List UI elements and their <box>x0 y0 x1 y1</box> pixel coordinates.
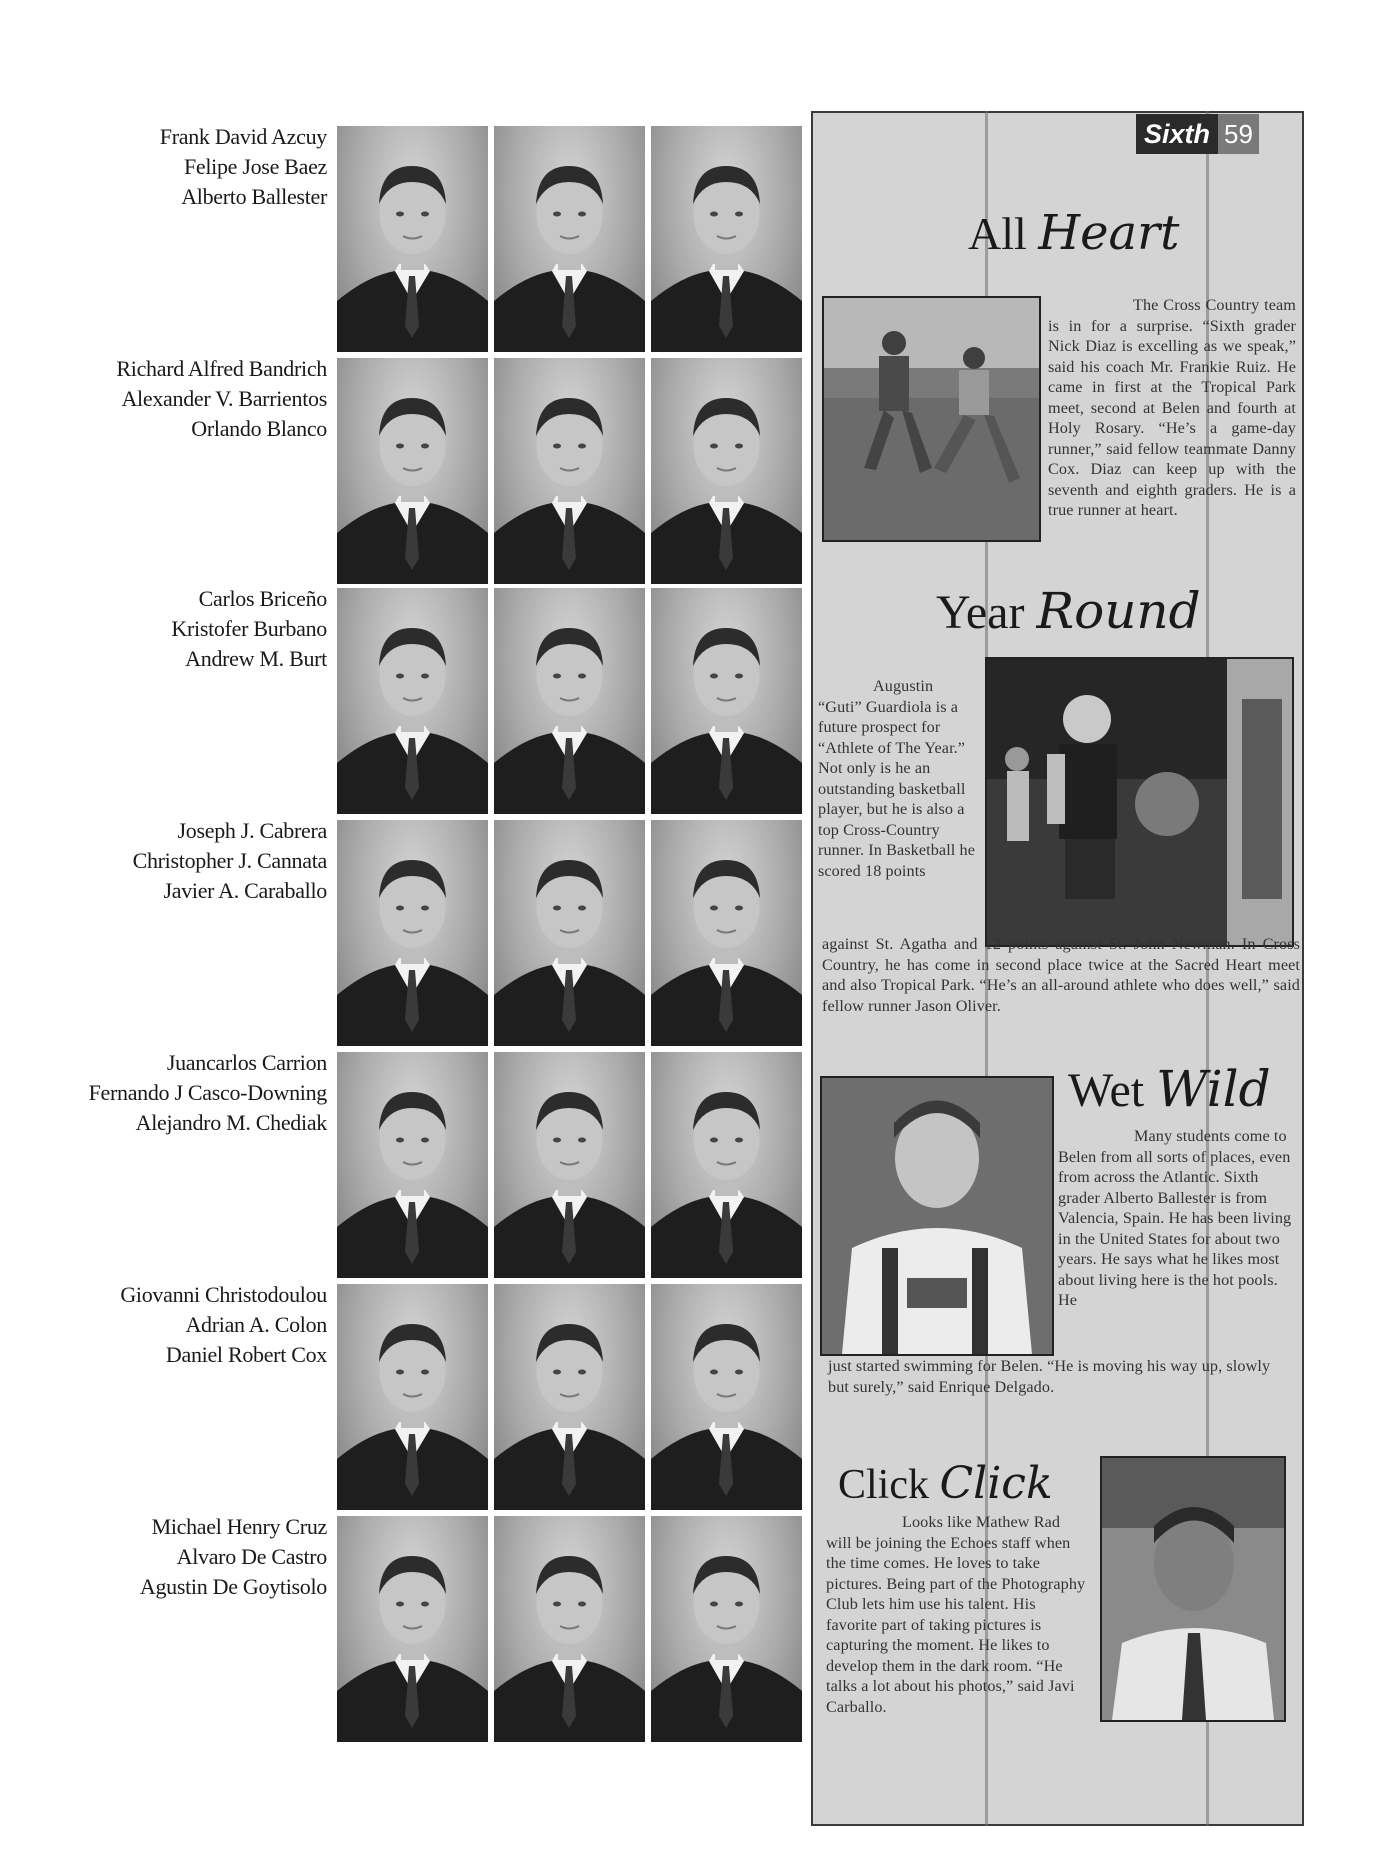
student-portrait <box>651 1052 802 1278</box>
student-portrait <box>337 358 488 584</box>
headline-plain: Wet <box>1068 1064 1145 1117</box>
headline-plain: All <box>968 208 1027 259</box>
basketball-photo <box>985 657 1294 947</box>
student-portrait <box>337 1284 488 1510</box>
click-click-headline <box>838 1458 1053 1509</box>
student-portrait <box>494 820 645 1046</box>
year-round-body-full: against St. Agatha and 12 points against St. John Newman. In Cross Country, he has come in second place twice at the Sacred Heart meet and also Tropical Park. “He’s an all-around athlete who does well,” said fellow runner Jason Oliver. <box>822 935 1300 1015</box>
page-number: 59 <box>1218 114 1259 154</box>
student-name: Javier A. Caraballo <box>163 878 327 903</box>
student-name: Joseph J. Cabrera <box>177 818 327 843</box>
student-portrait <box>651 358 802 584</box>
all-heart-body: The Cross Country team is in for a surprise. “Sixth grader Nick Diaz is excelling as we speak,” said his coach Mr. Frankie Ruiz. He came in first at the Tropical Park meet, second at Belen and fourth at Holy Rosary. “He’s a game-day runner,” said fellow teammate Danny Cox. Diaz can keep up with the seventh and eighth graders. He is a true runner at heart. <box>1048 296 1296 519</box>
name-group <box>0 584 327 674</box>
student-name: Giovanni Christodoulou <box>120 1282 327 1307</box>
student-portrait <box>337 1052 488 1278</box>
student-name: Daniel Robert Cox <box>165 1342 327 1367</box>
student-name: Christopher J. Cannata <box>132 848 327 873</box>
student-name: Alexander V. Barrientos <box>121 386 327 411</box>
student-portrait <box>494 588 645 814</box>
year-round-body-side: Augustin “Guti” Guardiola is a future prospect for “Athlete of The Year.” Not only is he an outstanding basketball player, but he is also a top Cross-Country runner. In Basketball he scored 18 points <box>818 677 976 880</box>
student-portrait <box>651 820 802 1046</box>
student-name: Agustin De Goytisolo <box>139 1574 327 1599</box>
student-portrait <box>494 1516 645 1742</box>
name-group <box>0 354 327 444</box>
student-name: Alvaro De Castro <box>176 1544 327 1569</box>
student-portrait <box>651 1284 802 1510</box>
click-click-body: Looks like Mathew Rad will be joining the Echoes staff when the time comes. He loves to take pictures. Being part of the Photography Club lets him use his talent. His favorite part of taking pictures is capturing the moment. He likes to develop them in the dark room. “He talks a lot about his photos,” said Javi Carballo. <box>826 1513 1086 1716</box>
student-name: Alberto Ballester <box>181 184 327 209</box>
section-label: Sixth <box>1136 114 1218 154</box>
year-round-headline <box>936 582 1201 640</box>
student-portrait <box>337 820 488 1046</box>
student-name: Andrew M. Burt <box>185 646 327 671</box>
student-portrait <box>494 358 645 584</box>
student-name: Fernando J Casco-Downing <box>88 1080 327 1105</box>
student-name: Michael Henry Cruz <box>151 1514 327 1539</box>
wet-wild-body-full: just started swimming for Belen. “He is moving his way up, slowly but surely,” said Enrique Delgado. <box>828 1357 1271 1396</box>
headline-plain: Year <box>936 586 1025 639</box>
wet-wild-headline <box>1068 1060 1271 1118</box>
cross-country-photo <box>822 296 1041 542</box>
student-portrait <box>494 1052 645 1278</box>
headline-script: Round <box>1036 582 1201 640</box>
student-name: Adrian A. Colon <box>185 1312 327 1337</box>
student-name: Richard Alfred Bandrich <box>116 356 327 381</box>
student-name: Frank David Azcuy <box>159 124 327 149</box>
student-portrait <box>337 1516 488 1742</box>
student-name: Carlos Briceño <box>198 586 327 611</box>
student-name: Juancarlos Carrion <box>166 1050 327 1075</box>
student-portrait <box>494 1284 645 1510</box>
headline-script: Heart <box>1038 205 1180 261</box>
name-group <box>0 1048 327 1138</box>
student-portrait <box>494 126 645 352</box>
wet-wild-body-side: Many students come to Belen from all sorts of places, even from across the Atlantic. Sixth grader Alberto Ballester is from Valencia, Spain. He has been living in the United States for about two years. He says what he likes most about living here is the hot pools. He <box>1058 1127 1292 1309</box>
student-name: Kristofer Burbano <box>171 616 327 641</box>
student-name: Orlando Blanco <box>191 416 327 441</box>
student-portrait <box>337 588 488 814</box>
wet-wild-photo <box>820 1076 1054 1356</box>
student-name: Felipe Jose Baez <box>183 154 327 179</box>
student-portrait <box>651 1516 802 1742</box>
all-heart-headline <box>968 205 1179 261</box>
page-badge <box>1136 114 1259 154</box>
click-click-photo <box>1100 1456 1286 1722</box>
name-group <box>0 1280 327 1370</box>
headline-script: Wild <box>1156 1060 1271 1118</box>
headline-script: Click <box>939 1458 1053 1509</box>
name-group <box>0 816 327 906</box>
student-name: Alejandro M. Chediak <box>135 1110 327 1135</box>
name-group <box>0 122 327 212</box>
student-portrait <box>337 126 488 352</box>
student-portrait <box>651 588 802 814</box>
name-group <box>0 1512 327 1602</box>
headline-plain: Click <box>838 1462 929 1508</box>
student-portrait <box>651 126 802 352</box>
